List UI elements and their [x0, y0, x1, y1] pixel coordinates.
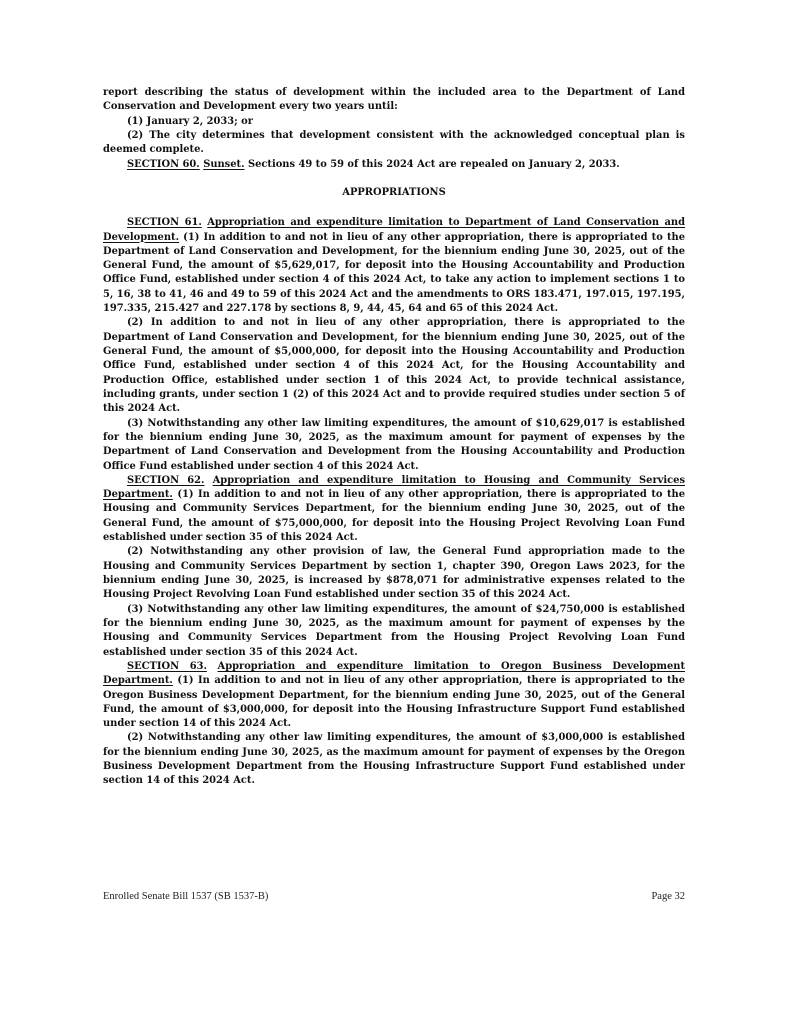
- paragraph: (2) In addition to and not in lieu of any other appropriation, there is appropriated to the Department of Land Conservation and Development, for the biennium ending June 30, 2025, out of the General Fund, the amount of $5,000,000, for deposit into the Housing Accountability and Production Office Fund, established under section 4 of this 2024 Act, for the Housing Accountability and Production Office, established under section 1 of this 2024 Act, to provide technical assistance, including grants, under section 1 (2) of this 2024 Act and to provide required studies under section 5 of this 2024 Act.: [103, 317, 685, 415]
- section-label: SECTION 61.: [127, 217, 202, 229]
- paragraph: report describing the status of development within the included area to the Department of Land Conservation and Development every two years until:: [103, 87, 685, 113]
- paragraph: (3) Notwithstanding any other law limiting expenditures, the amount of $24,750,000 is established for the biennium ending June 30, 2025, as the maximum amount for payment of expenses by the Housing and Community Services Department from the Housing Project Revolving Loan Fund established under section 35 of this 2024 Act.: [103, 603, 685, 658]
- section-title: Appropriation and expenditure limitation to Department of Land Conservation and Development.: [103, 217, 685, 243]
- page-number: Page 32: [651, 891, 685, 902]
- paragraph: (2) Notwithstanding any other law limiting expenditures, the amount of $3,000,000 is established for the biennium ending June 30, 2025, as the maximum amount for payment of expenses by the Oregon Business Development Department from the Housing Infrastructure Support Fund established under section 14 of this 2024 Act.: [103, 732, 685, 787]
- section-label: SECTION 63.: [127, 660, 207, 672]
- section-61: [103, 216, 685, 316]
- paragraph: (2) Notwithstanding any other provision of law, the General Fund appropriation made to the Housing and Community Services Department by section 1, chapter 390, Oregon Laws 2023, for the biennium ending June 30, 2025, is increased by $878,071 for administrative expenses related to the Housing Project Revolving Loan Fund established under section 35 of this 2024 Act.: [103, 546, 685, 601]
- paragraph: (2) The city determines that development consistent with the acknowledged conceptual plan is deemed complete.: [103, 129, 685, 156]
- appropriations-heading: APPROPRIATIONS: [342, 186, 446, 198]
- section-text: (1) In addition to and not in lieu of any other appropriation, there is appropriated to the Housing and Community Services Department, for the biennium ending June 30, 2025, out of the General Fund, the amount of $75,000,000, for deposit into the Housing Project Revolving Loan Fund established under section 35 of this 2024 Act.: [103, 489, 685, 544]
- section-text: (1) In addition to and not in lieu of any other appropriation, there is appropriated to the Oregon Business Development Department, for the biennium ending June 30, 2025, out of the General Fund, the amount of $3,000,000, for deposit into the Housing Infrastructure Support Fund established under section 14 of this 2024 Act.: [103, 675, 685, 730]
- section-60: [103, 158, 685, 172]
- section-label: SECTION 62.: [127, 474, 205, 486]
- paragraph: (3) Notwithstanding any other law limiting expenditures, the amount of $10,629,017 is established for the biennium ending June 30, 2025, as the maximum amount for payment of expenses by the Department of Land Conservation and Development from the Housing Accountability and Production Office Fund established under section 4 of this 2024 Act.: [103, 417, 685, 472]
- section-label: SECTION 60.: [127, 158, 200, 170]
- section-title: Appropriation and expenditure limitation to Oregon Business Development Department.: [103, 660, 686, 687]
- page-footer: [103, 891, 685, 902]
- section-title: Appropriation and expenditure limitation to Housing and Community Services Department.: [103, 474, 685, 501]
- paragraph: (1) January 2, 2033; or: [127, 115, 253, 127]
- section-title: Sunset.: [203, 158, 245, 170]
- section-63: [103, 660, 685, 732]
- section-text: (1) In addition to and not in lieu of any other appropriation, there is appropriated to the Department of Land Conservation and Development, for the biennium ending June 30, 2025, out of the General Fund, the amount of $5,629,017, for deposit into the Housing Accountability and Production Office Fund, established under section 4 of this 2024 Act, to take any action to implement sections 1 to 5, 16, 38 to 41, 46 and 49 to 59 of this 2024 Act and the amendments to ORS 183.471, 197.015, 197.195, 197.335, 215.427 and 227.178 by sections 8, 9, 44, 45, 64 and 65 of this 2024 Act.: [103, 231, 685, 315]
- document-body: [103, 86, 685, 789]
- bill-identifier: Enrolled Senate Bill 1537 (SB 1537-B): [103, 891, 269, 902]
- section-text: Sections 49 to 59 of this 2024 Act are repealed on January 2, 2033.: [247, 158, 620, 170]
- section-62: [103, 474, 685, 546]
